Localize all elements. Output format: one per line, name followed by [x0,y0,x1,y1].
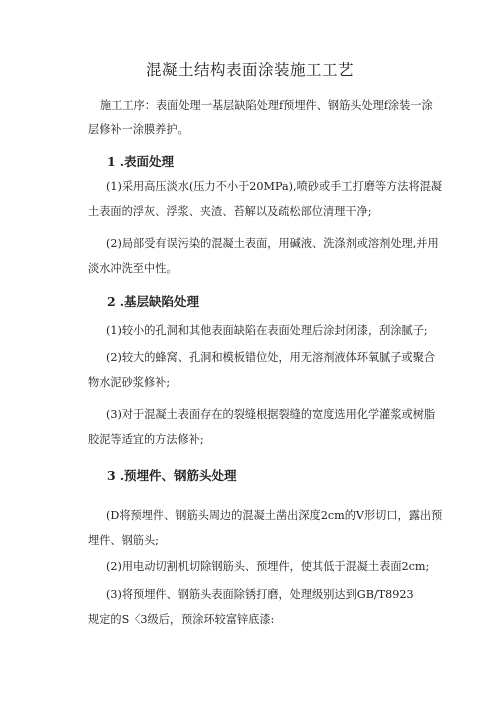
section-1-item-2 [88,231,439,281]
section-3-item-1 [88,503,443,553]
section-2-item-2 [88,345,436,395]
item-line-1: (1)较小的孔洞和其他表面缺陷在表面处理后涂封闭漆，刮涂腻子; [106,324,428,337]
section-3-item-2 [88,554,428,579]
item-line-1: (D将预埋件、钢筋头周边的混凝土凿出深度2cm的V形切口，露出预 [106,509,443,522]
intro-paragraph [88,94,433,142]
section-heading-2 [107,292,199,310]
section-title: .表面处理 [119,154,175,169]
item-line-1: (2)局部受有误污染的混凝土表面，用碱液、洗涤剂或溶剂处理,并用 [106,237,439,250]
item-line-2: 胶泥等适宜的方法修补; [88,433,204,446]
section-heading-3 [107,466,237,484]
intro-line-2: 层修补一涂膜养护。 [88,123,189,136]
intro-line-1: 施工工序：表面处理一基层缺陷处理f预埋件、钢筋头处理f涂装一涂 [100,99,433,112]
section-title: .基层缺陷处理 [119,294,200,309]
item-line-2: 土表面的浮灰、浮浆、夹渣、苔解以及疏松部位清理干净; [88,205,372,218]
item-line-1: (3)对于混凝土表面存在的裂缝根据裂缝的宽度选用化学灌浆或树脂 [106,408,436,421]
section-number: 3 [107,468,116,483]
item-line-1: (1)采用高压淡水(压力不小于20MPa),喷砂或手工打磨等方法将混凝 [106,180,443,193]
item-line-2: 淡水冲洗至中性。 [88,262,178,275]
section-title: .预埋件、钢筋头处理 [119,468,237,483]
item-line-1: (3)将预埋件、钢筋头表面除锈打磨，处理级别达到GB/T8923 [106,588,414,601]
section-2-item-3 [88,402,436,452]
item-line-1: (2)较大的蜂窝、孔洞和模板错位处，用无溶剂液体环氧腻子或聚合 [106,351,436,364]
item-line-2: 物水泥砂浆修补; [88,376,171,389]
item-line-2: 规定的S〈3级后，预涂环较富锌底漆: [88,613,275,626]
section-heading-1 [107,152,174,170]
item-line-1: (2)用电动切割机切除钢筋头、预埋件，使其低于混凝土表面2cm; [106,560,430,573]
document-title: 混凝土结构表面涂装施工工艺 [145,61,354,79]
section-number: 1 [107,154,116,169]
section-3-item-3 [88,582,428,632]
section-2-item-1 [88,318,428,343]
item-line-2: 埋件、钢筋头; [88,534,159,547]
section-number: 2 [107,294,116,309]
section-1-item-1 [88,174,443,224]
